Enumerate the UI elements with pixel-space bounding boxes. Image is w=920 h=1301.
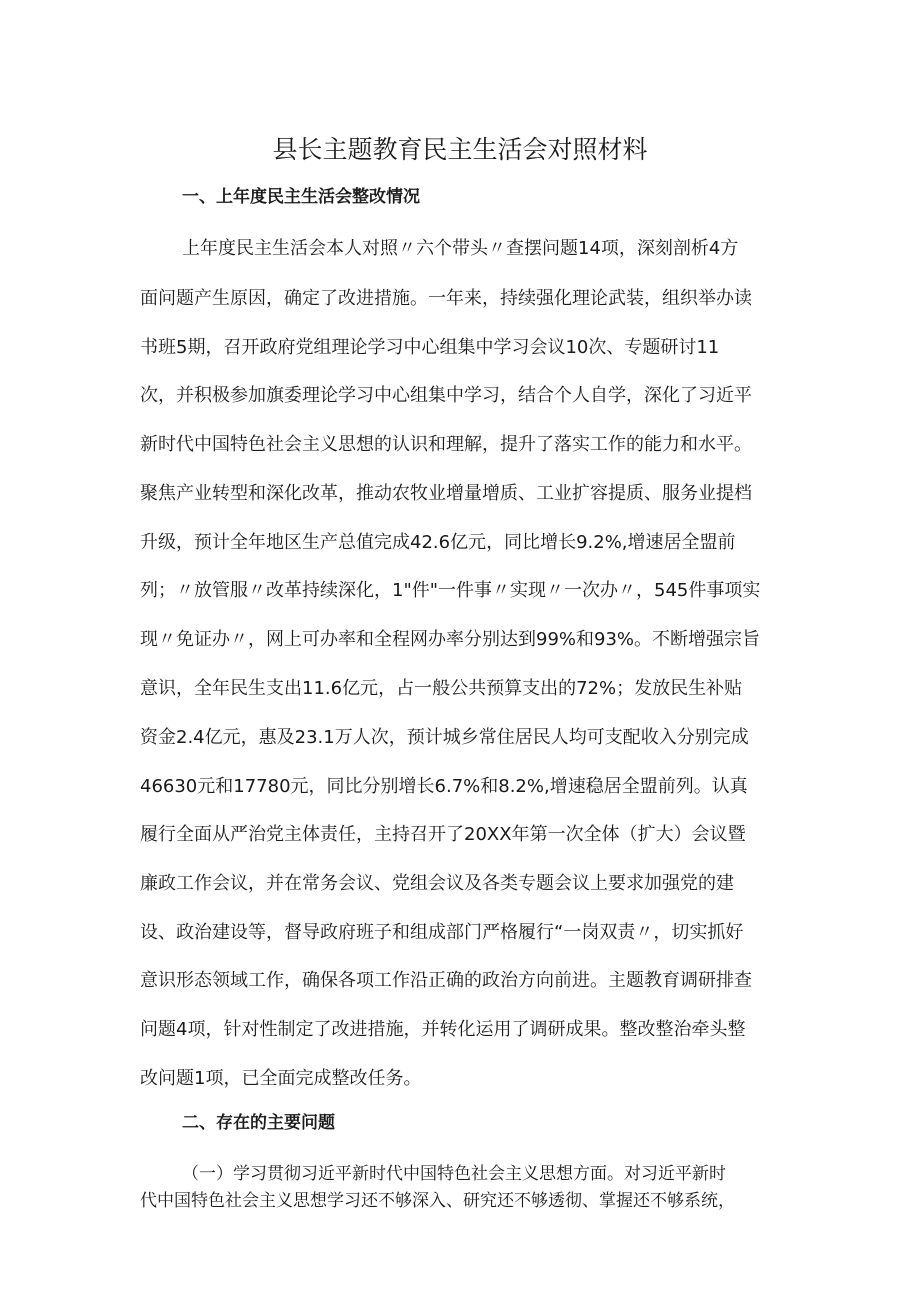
paragraph-line: 资金2.4亿元，惠及23.1万人次，预计城乡常住居民人均可支配收入分别完成 [140, 727, 749, 748]
paragraph-line: 设、政治建设等，督导政府班子和组成部门严格履行“一岗双责〃，切实抓好 [140, 922, 744, 943]
paragraph-line: 列；〃放管服〃改革持续深化，1"件"一件事〃实现〃一次办〃，545件事项实 [140, 580, 761, 601]
paragraph-line: 代中国特色社会主义思想学习还不够深入、研究还不够透彻、掌握还不够系统， [140, 1191, 735, 1211]
paragraph-line: 上年度民主生活会本人对照〃六个带头〃查摆问题14项，深刻剖析4方 [182, 238, 739, 259]
paragraph-line: 46630元和17780元，同比分别增长6.7%和8.2%,增速稳居全盟前列。认真 [140, 776, 748, 797]
section-heading-1: 一、上年度民主生活会整改情况 [182, 187, 420, 207]
document-title: 县长主题教育民主生活会对照材料 [272, 135, 648, 164]
paragraph-line: 现〃免证办〃，网上可办率和全程网办率分别达到99%和93%。不断增强宗旨 [140, 629, 761, 650]
paragraph-line: 廉政工作会议，并在常务会议、党组会议及各类专题会议上要求加强党的建 [140, 873, 734, 894]
paragraph-line: 次，并积极参加旗委理论学习中心组集中学习，结合个人自学，深化了习近平 [140, 385, 752, 406]
paragraph-line: 聚焦产业转型和深化改革，推动农牧业增量增质、工业扩容提质、服务业提档 [140, 483, 752, 504]
paragraph-line: 新时代中国特色社会主义思想的认识和理解，提升了落实工作的能力和水平。 [140, 434, 752, 455]
paragraph-line: 履行全面从严治党主体责任，主持召开了20XX年第一次全体（扩大）会议暨 [140, 824, 746, 845]
paragraph-line: （一）学习贯彻习近平新时代中国特色社会主义思想方面。对习近平新时 [182, 1164, 726, 1184]
paragraph-line: 面问题产生原因，确定了改进措施。一年来，持续强化理论武装，组织举办读 [140, 288, 752, 309]
paragraph-line: 书班5期，召开政府党组理论学习中心组集中学习会议10次、专题研讨11 [140, 337, 720, 358]
section-heading-2: 二、存在的主要问题 [182, 1113, 335, 1133]
paragraph-line: 问题4项，针对性制定了改进措施，并转化运用了调研成果。整改整治牵头整 [140, 1019, 746, 1040]
paragraph-line: 意识形态领域工作，确保各项工作沿正确的政治方向前进。主题教育调研排查 [140, 970, 752, 991]
paragraph-line: 升级，预计全年地区生产总值完成42.6亿元，同比增长9.2%,增速居全盟前 [140, 532, 736, 553]
paragraph-line: 改问题1项，已全面完成整改任务。 [140, 1068, 422, 1089]
paragraph-line: 意识，全年民生支出11.6亿元，占一般公共预算支出的72%；发放民生补贴 [140, 678, 743, 699]
